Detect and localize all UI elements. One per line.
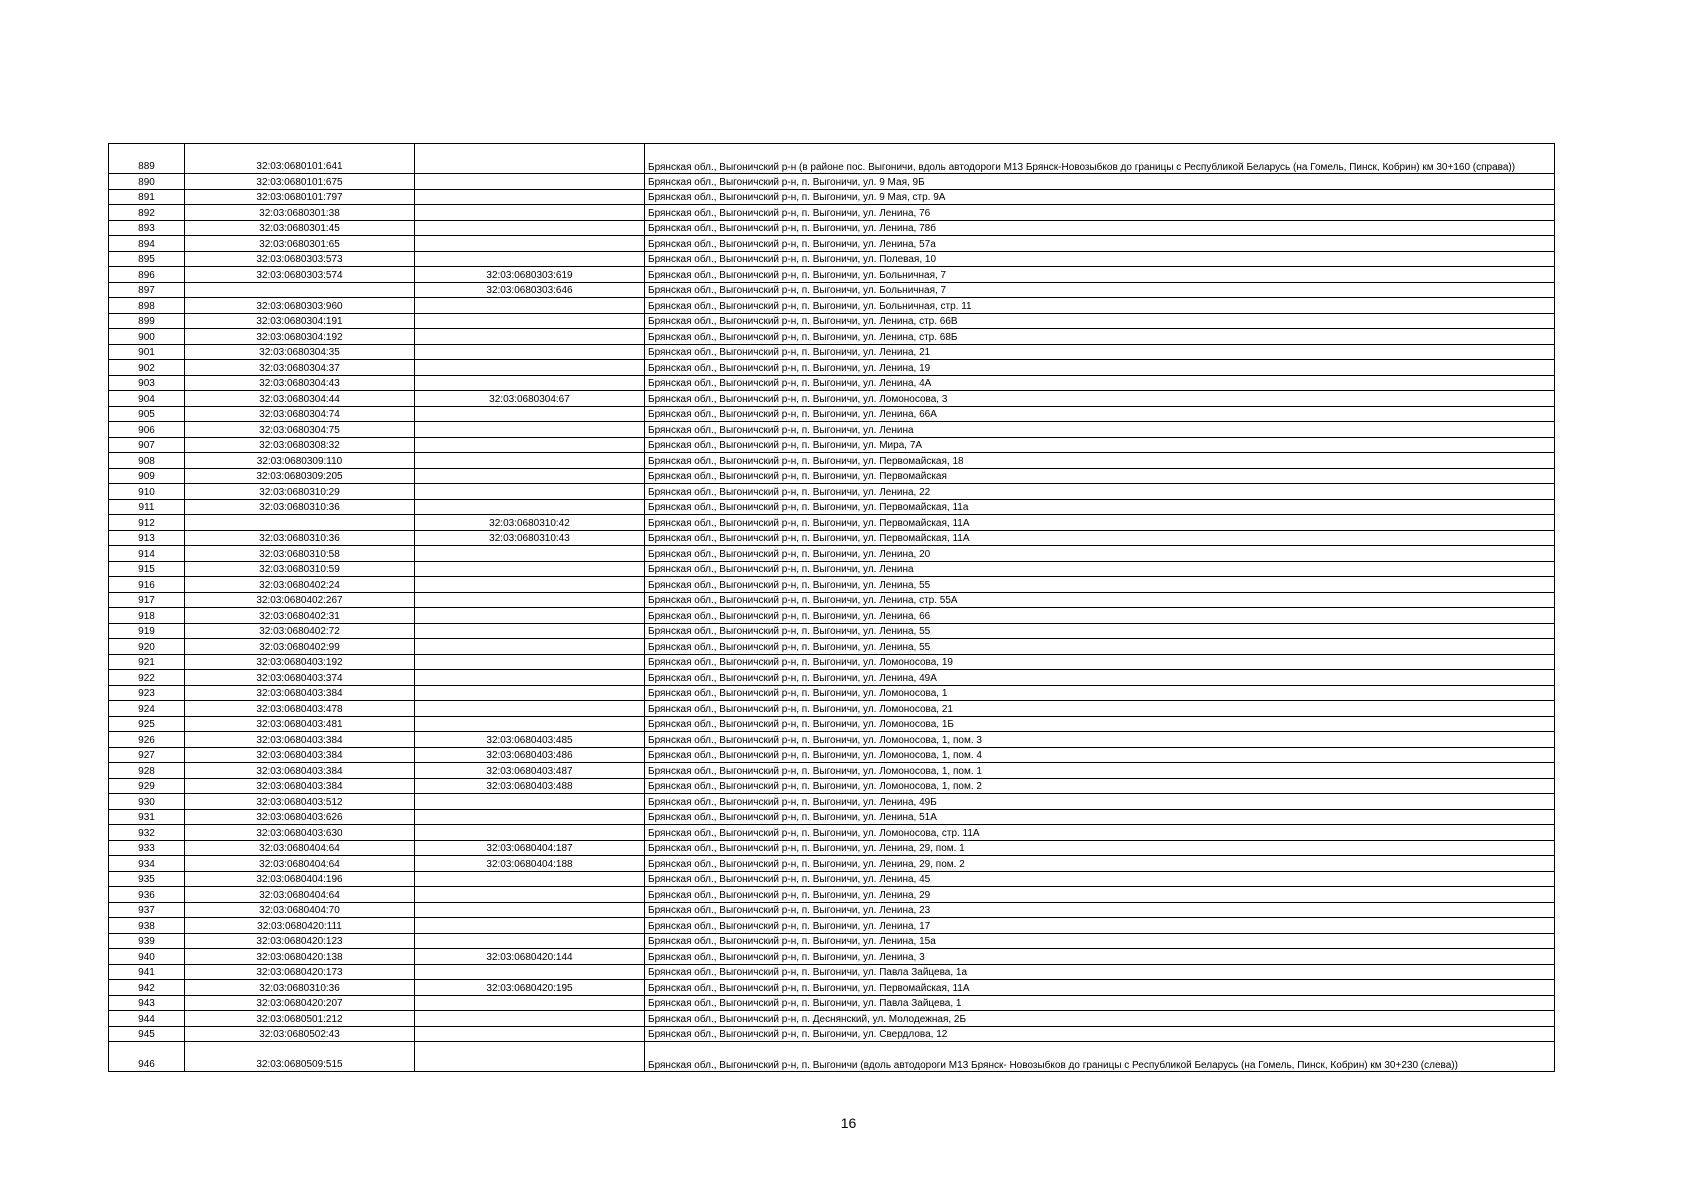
cadastral-number-cell: 32:03:0680502:43 (185, 1026, 415, 1042)
cadastral-number-cell: 32:03:0680310:59 (185, 561, 415, 577)
cadastral-number-cell: 32:03:0680301:65 (185, 236, 415, 252)
table-row (109, 778, 1555, 794)
row-number-cell: 925 (109, 716, 185, 732)
sub-object-number-cell (415, 1026, 645, 1042)
sub-object-number-cell: 32:03:0680403:487 (415, 763, 645, 779)
sub-object-number-cell (415, 918, 645, 934)
page-number: 16 (840, 1115, 857, 1131)
table-row (109, 422, 1555, 438)
table-row (109, 515, 1555, 531)
address-cell: Брянская обл., Выгоничский р-н, п. Выгоничи, ул. Свердлова, 12 (645, 1026, 1555, 1042)
sub-object-number-cell: 32:03:0680403:488 (415, 778, 645, 794)
sub-object-number-cell: 32:03:0680420:195 (415, 980, 645, 996)
row-number-cell: 894 (109, 236, 185, 252)
address-cell: Брянская обл., Выгоничский р-н, п. Выгоничи, ул. Ленина, 76 (645, 205, 1555, 221)
address-cell: Брянская обл., Выгоничский р-н, п. Выгоничи, ул. Ленина, 23 (645, 902, 1555, 918)
row-number-cell: 896 (109, 267, 185, 283)
table-row (109, 220, 1555, 236)
sub-object-number-cell (415, 561, 645, 577)
address-cell: Брянская обл., Выгоничский р-н, п. Выгоничи, ул. Ломоносова, 1 (645, 685, 1555, 701)
sub-object-number-cell (415, 313, 645, 329)
table-row (109, 267, 1555, 283)
table-row (109, 329, 1555, 345)
table-row (109, 980, 1555, 996)
table-row (109, 144, 1555, 174)
row-number-cell: 909 (109, 468, 185, 484)
address-cell: Брянская обл., Выгоничский р-н, п. Выгоничи, ул. Ленина, 29, пом. 2 (645, 856, 1555, 872)
row-number-cell: 940 (109, 949, 185, 965)
address-cell: Брянская обл., Выгоничский р-н, п. Выгоничи, ул. Больничная, стр. 11 (645, 298, 1555, 314)
address-cell: Брянская обл., Выгоничский р-н, п. Выгоничи, ул. Ленина, 4А (645, 375, 1555, 391)
row-number-cell: 911 (109, 499, 185, 515)
address-cell: Брянская обл., Выгоничский р-н, п. Выгоничи, ул. Ленина, стр. 55А (645, 592, 1555, 608)
cadastral-number-cell: 32:03:0680308:32 (185, 437, 415, 453)
cadastral-number-cell: 32:03:0680403:384 (185, 778, 415, 794)
cadastral-number-cell: 32:03:0680304:74 (185, 406, 415, 422)
table-row (109, 313, 1555, 329)
row-number-cell: 945 (109, 1026, 185, 1042)
sub-object-number-cell (415, 871, 645, 887)
row-number-cell: 936 (109, 887, 185, 903)
sub-object-number-cell (415, 577, 645, 593)
row-number-cell: 905 (109, 406, 185, 422)
address-cell: Брянская обл., Выгоничский р-н, п. Выгоничи, ул. Ленина, 51А (645, 809, 1555, 825)
table-row (109, 685, 1555, 701)
row-number-cell: 895 (109, 251, 185, 267)
sub-object-number-cell (415, 189, 645, 205)
cadastral-number-cell: 32:03:0680303:573 (185, 251, 415, 267)
cadastral-number-cell: 32:03:0680309:205 (185, 468, 415, 484)
cadastral-number-cell: 32:03:0680304:37 (185, 360, 415, 376)
address-cell: Брянская обл., Выгоничский р-н, п. Выгоничи, ул. Ленина, 19 (645, 360, 1555, 376)
sub-object-number-cell (415, 592, 645, 608)
cadastral-number-cell: 32:03:0680304:75 (185, 422, 415, 438)
row-number-cell: 932 (109, 825, 185, 841)
cadastral-number-cell: 32:03:0680404:64 (185, 840, 415, 856)
address-cell: Брянская обл., Выгоничский р-н, п. Выгоничи, ул. Ломоносова, 1, пом. 3 (645, 732, 1555, 748)
table-row (109, 964, 1555, 980)
table-row (109, 794, 1555, 810)
address-cell: Брянская обл., Выгоничский р-н, п. Выгоничи, ул. Павла Зайцева, 1а (645, 964, 1555, 980)
cadastral-number-cell: 32:03:0680420:138 (185, 949, 415, 965)
row-number-cell: 900 (109, 329, 185, 345)
cadastral-table (108, 143, 1555, 1072)
address-cell: Брянская обл., Выгоничский р-н, п. Выгоничи, ул. Ленина, стр. 66В (645, 313, 1555, 329)
table-row (109, 561, 1555, 577)
row-number-cell: 890 (109, 174, 185, 190)
address-cell: Брянская обл., Выгоничский р-н, п. Деснянский, ул. Молодежная, 2Б (645, 1011, 1555, 1027)
table-row (109, 623, 1555, 639)
sub-object-number-cell (415, 453, 645, 469)
table-row (109, 360, 1555, 376)
sub-object-number-cell (415, 375, 645, 391)
cadastral-number-cell: 32:03:0680403:478 (185, 701, 415, 717)
sub-object-number-cell (415, 825, 645, 841)
row-number-cell: 929 (109, 778, 185, 794)
cadastral-number-cell: 32:03:0680310:36 (185, 499, 415, 515)
address-cell: Брянская обл., Выгоничский р-н, п. Выгоничи, ул. Первомайская, 18 (645, 453, 1555, 469)
address-cell: Брянская обл., Выгоничский р-н, п. Выгоничи, ул. Ленина, 49А (645, 670, 1555, 686)
table-row (109, 887, 1555, 903)
row-number-cell: 913 (109, 530, 185, 546)
table-row (109, 391, 1555, 407)
table-row (109, 639, 1555, 655)
table-row (109, 174, 1555, 190)
sub-object-number-cell: 32:03:0680304:67 (415, 391, 645, 407)
cadastral-number-cell: 32:03:0680402:72 (185, 623, 415, 639)
cadastral-number-cell: 32:03:0680303:960 (185, 298, 415, 314)
address-cell: Брянская обл., Выгоничский р-н, п. Выгоничи, ул. Ломоносова, 1, пом. 2 (645, 778, 1555, 794)
address-cell: Брянская обл., Выгоничский р-н, п. Выгоничи, ул. Ленина, 55 (645, 639, 1555, 655)
cadastral-number-cell: 32:03:0680404:64 (185, 856, 415, 872)
sub-object-number-cell (415, 174, 645, 190)
cadastral-number-cell: 32:03:0680403:384 (185, 685, 415, 701)
table-row (109, 949, 1555, 965)
sub-object-number-cell (415, 995, 645, 1011)
table-row (109, 747, 1555, 763)
table-row (109, 902, 1555, 918)
table-row (109, 189, 1555, 205)
cadastral-number-cell: 32:03:0680402:267 (185, 592, 415, 608)
sub-object-number-cell (415, 794, 645, 810)
address-cell: Брянская обл., Выгоничский р-н, п. Выгоничи, ул. Ленина (645, 422, 1555, 438)
cadastral-number-cell: 32:03:0680420:207 (185, 995, 415, 1011)
table-row (109, 468, 1555, 484)
table-row (109, 344, 1555, 360)
address-cell: Брянская обл., Выгоничский р-н, п. Выгоничи, ул. Ленина, 55 (645, 577, 1555, 593)
row-number-cell: 946 (109, 1042, 185, 1072)
cadastral-number-cell: 32:03:0680403:512 (185, 794, 415, 810)
table-row (109, 654, 1555, 670)
address-cell: Брянская обл., Выгоничский р-н, п. Выгоничи, ул. Первомайская, 11а (645, 499, 1555, 515)
sub-object-number-cell (415, 251, 645, 267)
sub-object-number-cell: 32:03:0680403:485 (415, 732, 645, 748)
address-cell: Брянская обл., Выгоничский р-н, п. Выгоничи, ул. Ленина, 22 (645, 484, 1555, 500)
cadastral-number-cell: 32:03:0680402:31 (185, 608, 415, 624)
table-row (109, 437, 1555, 453)
row-number-cell: 927 (109, 747, 185, 763)
row-number-cell: 892 (109, 205, 185, 221)
sub-object-number-cell (415, 344, 645, 360)
sub-object-number-cell: 32:03:0680303:646 (415, 282, 645, 298)
address-cell: Брянская обл., Выгоничский р-н, п. Выгоничи, ул. Ломоносова, 3 (645, 391, 1555, 407)
table-body (109, 144, 1555, 1072)
sub-object-number-cell (415, 1042, 645, 1072)
table-row (109, 205, 1555, 221)
cadastral-number-cell: 32:03:0680509:515 (185, 1042, 415, 1072)
row-number-cell: 918 (109, 608, 185, 624)
table-row (109, 608, 1555, 624)
cadastral-number-cell: 32:03:0680420:111 (185, 918, 415, 934)
row-number-cell: 931 (109, 809, 185, 825)
cadastral-number-cell: 32:03:0680402:24 (185, 577, 415, 593)
row-number-cell: 922 (109, 670, 185, 686)
cadastral-number-cell: 32:03:0680101:797 (185, 189, 415, 205)
row-number-cell: 920 (109, 639, 185, 655)
cadastral-number-cell: 32:03:0680403:481 (185, 716, 415, 732)
sub-object-number-cell: 32:03:0680420:144 (415, 949, 645, 965)
sub-object-number-cell (415, 236, 645, 252)
sub-object-number-cell (415, 546, 645, 562)
address-cell: Брянская обл., Выгоничский р-н (в районе пос. Выгоничи, вдоль автодороги М13 Брянск-Новозыбков до границы с Республикой Беларусь (на Гомель, Пинск, Кобрин) км 30+160 (справа)) (645, 144, 1555, 174)
cadastral-number-cell: 32:03:0680403:630 (185, 825, 415, 841)
table-row (109, 251, 1555, 267)
sub-object-number-cell (415, 608, 645, 624)
table-row (109, 732, 1555, 748)
table-row (109, 530, 1555, 546)
row-number-cell: 898 (109, 298, 185, 314)
cadastral-number-cell: 32:03:0680404:70 (185, 902, 415, 918)
row-number-cell: 910 (109, 484, 185, 500)
cadastral-number-cell: 32:03:0680403:374 (185, 670, 415, 686)
row-number-cell: 906 (109, 422, 185, 438)
table-row (109, 871, 1555, 887)
table-row (109, 840, 1555, 856)
sub-object-number-cell (415, 902, 645, 918)
table-row (109, 1026, 1555, 1042)
sub-object-number-cell (415, 654, 645, 670)
address-cell: Брянская обл., Выгоничский р-н, п. Выгоничи, ул. Ленина, 20 (645, 546, 1555, 562)
cadastral-number-cell: 32:03:0680310:36 (185, 530, 415, 546)
row-number-cell: 902 (109, 360, 185, 376)
row-number-cell: 893 (109, 220, 185, 236)
table-row (109, 856, 1555, 872)
sub-object-number-cell (415, 220, 645, 236)
cadastral-number-cell: 32:03:0680403:192 (185, 654, 415, 670)
row-number-cell: 912 (109, 515, 185, 531)
sub-object-number-cell (415, 1011, 645, 1027)
table-row (109, 406, 1555, 422)
address-cell: Брянская обл., Выгоничский р-н, п. Выгоничи, ул. Ленина (645, 561, 1555, 577)
address-cell: Брянская обл., Выгоничский р-н, п. Выгоничи, ул. Первомайская, 11А (645, 530, 1555, 546)
sub-object-number-cell (415, 933, 645, 949)
row-number-cell: 941 (109, 964, 185, 980)
table-row (109, 577, 1555, 593)
cadastral-number-cell: 32:03:0680404:64 (185, 887, 415, 903)
table-row (109, 453, 1555, 469)
table-row (109, 716, 1555, 732)
address-cell: Брянская обл., Выгоничский р-н, п. Выгоничи, ул. Ломоносова, 19 (645, 654, 1555, 670)
cadastral-number-cell: 32:03:0680301:38 (185, 205, 415, 221)
address-cell: Брянская обл., Выгоничский р-н, п. Выгоничи, ул. Первомайская (645, 468, 1555, 484)
cadastral-number-cell: 32:03:0680310:29 (185, 484, 415, 500)
address-cell: Брянская обл., Выгоничский р-н, п. Выгоничи, ул. Ломоносова, 1, пом. 1 (645, 763, 1555, 779)
address-cell: Брянская обл., Выгоничский р-н, п. Выгоничи, ул. Ленина, стр. 68Б (645, 329, 1555, 345)
sub-object-number-cell (415, 484, 645, 500)
table-row (109, 484, 1555, 500)
row-number-cell: 926 (109, 732, 185, 748)
row-number-cell: 924 (109, 701, 185, 717)
row-number-cell: 944 (109, 1011, 185, 1027)
address-cell: Брянская обл., Выгоничский р-н, п. Выгоничи, ул. Ломоносова, 1Б (645, 716, 1555, 732)
table-row (109, 825, 1555, 841)
table-row (109, 918, 1555, 934)
row-number-cell: 914 (109, 546, 185, 562)
row-number-cell: 923 (109, 685, 185, 701)
sub-object-number-cell (415, 499, 645, 515)
cadastral-number-cell: 32:03:0680420:123 (185, 933, 415, 949)
sub-object-number-cell (415, 716, 645, 732)
address-cell: Брянская обл., Выгоничский р-н, п. Выгоничи, ул. Ленина, 45 (645, 871, 1555, 887)
sub-object-number-cell (415, 437, 645, 453)
cadastral-number-cell: 32:03:0680101:641 (185, 144, 415, 174)
cadastral-number-cell: 32:03:0680402:99 (185, 639, 415, 655)
table-row (109, 375, 1555, 391)
row-number-cell: 942 (109, 980, 185, 996)
sub-object-number-cell: 32:03:0680310:42 (415, 515, 645, 531)
sub-object-number-cell (415, 623, 645, 639)
address-cell: Брянская обл., Выгоничский р-н, п. Выгоничи, ул. Ленина, 3 (645, 949, 1555, 965)
address-cell: Брянская обл., Выгоничский р-н, п. Выгоничи, ул. Павла Зайцева, 1 (645, 995, 1555, 1011)
table-row (109, 809, 1555, 825)
address-cell: Брянская обл., Выгоничский р-н, п. Выгоничи, ул. Ленина, 55 (645, 623, 1555, 639)
sub-object-number-cell (415, 144, 645, 174)
address-cell: Брянская обл., Выгоничский р-н, п. Выгоничи (вдоль автодороги М13 Брянск- Новозыбков до границы с Республикой Беларусь (на Гомель, Пинск, Кобрин) км 30+230 (слева)) (645, 1042, 1555, 1072)
sub-object-number-cell (415, 298, 645, 314)
sub-object-number-cell: 32:03:0680310:43 (415, 530, 645, 546)
address-cell: Брянская обл., Выгоничский р-н, п. Выгоничи, ул. Ленина, 66 (645, 608, 1555, 624)
cadastral-number-cell: 32:03:0680310:36 (185, 980, 415, 996)
sub-object-number-cell (415, 205, 645, 221)
sub-object-number-cell (415, 685, 645, 701)
table-row (109, 592, 1555, 608)
row-number-cell: 935 (109, 871, 185, 887)
table-row (109, 546, 1555, 562)
sub-object-number-cell (415, 887, 645, 903)
row-number-cell: 904 (109, 391, 185, 407)
sub-object-number-cell: 32:03:0680303:619 (415, 267, 645, 283)
cadastral-number-cell: 32:03:0680301:45 (185, 220, 415, 236)
cadastral-number-cell: 32:03:0680309:110 (185, 453, 415, 469)
address-cell: Брянская обл., Выгоничский р-н, п. Выгоничи, ул. Ломоносова, стр. 11А (645, 825, 1555, 841)
table-row (109, 1011, 1555, 1027)
sub-object-number-cell (415, 422, 645, 438)
cadastral-number-cell: 32:03:0680420:173 (185, 964, 415, 980)
row-number-cell: 937 (109, 902, 185, 918)
address-cell: Брянская обл., Выгоничский р-н, п. Выгоничи, ул. Первомайская, 11А (645, 515, 1555, 531)
cadastral-number-cell: 32:03:0680403:384 (185, 732, 415, 748)
sub-object-number-cell (415, 639, 645, 655)
row-number-cell: 928 (109, 763, 185, 779)
row-number-cell: 901 (109, 344, 185, 360)
address-cell: Брянская обл., Выгоничский р-н, п. Выгоничи, ул. Ленина, 57а (645, 236, 1555, 252)
row-number-cell: 903 (109, 375, 185, 391)
cadastral-number-cell (185, 282, 415, 298)
row-number-cell: 897 (109, 282, 185, 298)
row-number-cell: 889 (109, 144, 185, 174)
row-number-cell: 917 (109, 592, 185, 608)
row-number-cell: 933 (109, 840, 185, 856)
address-cell: Брянская обл., Выгоничский р-н, п. Выгоничи, ул. 9 Мая, 9Б (645, 174, 1555, 190)
address-cell: Брянская обл., Выгоничский р-н, п. Выгоничи, ул. Ленина, 49Б (645, 794, 1555, 810)
table-row (109, 701, 1555, 717)
address-cell: Брянская обл., Выгоничский р-н, п. Выгоничи, ул. Ленина, 15а (645, 933, 1555, 949)
cadastral-number-cell: 32:03:0680403:626 (185, 809, 415, 825)
cadastral-number-cell: 32:03:0680501:212 (185, 1011, 415, 1027)
row-number-cell: 915 (109, 561, 185, 577)
sub-object-number-cell: 32:03:0680403:486 (415, 747, 645, 763)
row-number-cell: 891 (109, 189, 185, 205)
sub-object-number-cell (415, 701, 645, 717)
sub-object-number-cell (415, 329, 645, 345)
sub-object-number-cell (415, 670, 645, 686)
cadastral-number-cell: 32:03:0680304:191 (185, 313, 415, 329)
row-number-cell: 930 (109, 794, 185, 810)
sub-object-number-cell (415, 809, 645, 825)
address-cell: Брянская обл., Выгоничский р-н, п. Выгоничи, ул. Полевая, 10 (645, 251, 1555, 267)
row-number-cell: 916 (109, 577, 185, 593)
address-cell: Брянская обл., Выгоничский р-н, п. Выгоничи, ул. 9 Мая, стр. 9А (645, 189, 1555, 205)
row-number-cell: 943 (109, 995, 185, 1011)
sub-object-number-cell (415, 360, 645, 376)
address-cell: Брянская обл., Выгоничский р-н, п. Выгоничи, ул. Ленина, 17 (645, 918, 1555, 934)
cadastral-number-cell: 32:03:0680304:44 (185, 391, 415, 407)
address-cell: Брянская обл., Выгоничский р-н, п. Выгоничи, ул. Первомайская, 11А (645, 980, 1555, 996)
address-cell: Брянская обл., Выгоничский р-н, п. Выгоничи, ул. Ломоносова, 21 (645, 701, 1555, 717)
address-cell: Брянская обл., Выгоничский р-н, п. Выгоничи, ул. Ленина, 29, пом. 1 (645, 840, 1555, 856)
table-row (109, 763, 1555, 779)
sub-object-number-cell: 32:03:0680404:187 (415, 840, 645, 856)
cadastral-number-cell: 32:03:0680404:196 (185, 871, 415, 887)
cadastral-number-cell: 32:03:0680304:192 (185, 329, 415, 345)
cadastral-number-cell: 32:03:0680403:384 (185, 763, 415, 779)
address-cell: Брянская обл., Выгоничский р-н, п. Выгоничи, ул. Ленина, 21 (645, 344, 1555, 360)
cadastral-number-cell: 32:03:0680304:43 (185, 375, 415, 391)
address-cell: Брянская обл., Выгоничский р-н, п. Выгоничи, ул. Мира, 7А (645, 437, 1555, 453)
row-number-cell: 907 (109, 437, 185, 453)
sub-object-number-cell (415, 406, 645, 422)
table-row (109, 1042, 1555, 1072)
cadastral-number-cell: 32:03:0680303:574 (185, 267, 415, 283)
table-row (109, 298, 1555, 314)
cadastral-number-cell (185, 515, 415, 531)
table-row (109, 282, 1555, 298)
table-row (109, 499, 1555, 515)
sub-object-number-cell (415, 964, 645, 980)
row-number-cell: 908 (109, 453, 185, 469)
row-number-cell: 939 (109, 933, 185, 949)
row-number-cell: 938 (109, 918, 185, 934)
address-cell: Брянская обл., Выгоничский р-н, п. Выгоничи, ул. Ленина, 78б (645, 220, 1555, 236)
address-cell: Брянская обл., Выгоничский р-н, п. Выгоничи, ул. Ленина, 66А (645, 406, 1555, 422)
row-number-cell: 899 (109, 313, 185, 329)
sub-object-number-cell (415, 468, 645, 484)
table-row (109, 670, 1555, 686)
cadastral-number-cell: 32:03:0680101:675 (185, 174, 415, 190)
table-row (109, 933, 1555, 949)
cadastral-number-cell: 32:03:0680403:384 (185, 747, 415, 763)
row-number-cell: 919 (109, 623, 185, 639)
address-cell: Брянская обл., Выгоничский р-н, п. Выгоничи, ул. Больничная, 7 (645, 267, 1555, 283)
row-number-cell: 921 (109, 654, 185, 670)
address-cell: Брянская обл., Выгоничский р-н, п. Выгоничи, ул. Ленина, 29 (645, 887, 1555, 903)
cadastral-number-cell: 32:03:0680304:35 (185, 344, 415, 360)
address-cell: Брянская обл., Выгоничский р-н, п. Выгоничи, ул. Ломоносова, 1, пом. 4 (645, 747, 1555, 763)
table-row (109, 995, 1555, 1011)
cadastral-number-cell: 32:03:0680310:58 (185, 546, 415, 562)
row-number-cell: 934 (109, 856, 185, 872)
sub-object-number-cell: 32:03:0680404:188 (415, 856, 645, 872)
address-cell: Брянская обл., Выгоничский р-н, п. Выгоничи, ул. Больничная, 7 (645, 282, 1555, 298)
table-row (109, 236, 1555, 252)
